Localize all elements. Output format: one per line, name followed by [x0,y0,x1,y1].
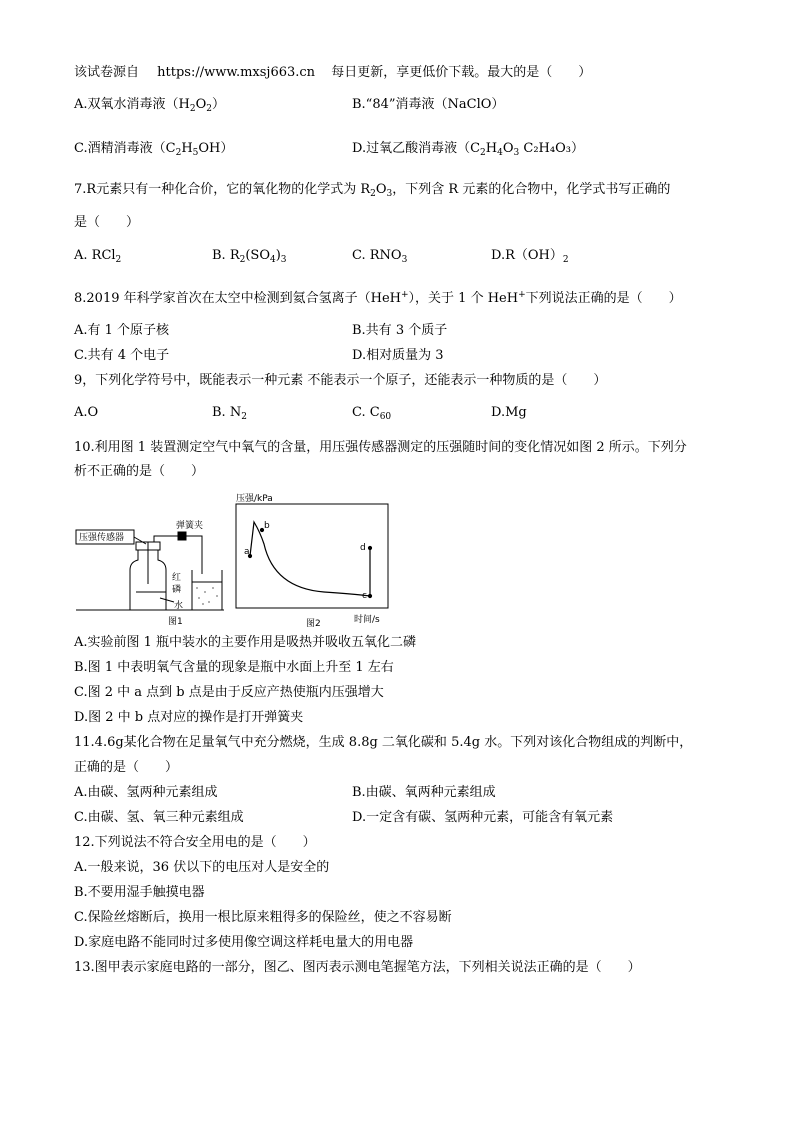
point-b-label: b [264,521,270,531]
q8-option-b: B.共有 3 个质子 [352,323,448,338]
q10-option-c: C.图 2 中 a 点到 b 点是由于反应产热使瓶内压强增大 [74,685,384,700]
q11-stem-line1: 11.4.6g某化合物在足量氧气中充分燃烧，生成 8.8g 二氧化碳和 5.4g 水。下列对该化合物组成的判断中， [74,735,693,750]
q6-option-a: A.双氧水消毒液$(H_2O_2)$ [74,97,226,114]
q11-option-b: B.由碳、氧两种元素组成 [352,785,496,800]
point-c-label: c [362,591,367,601]
x-axis-label: 时间/s [354,615,380,625]
q12-option-d: D.家庭电路不能同时过多使用像空调这样耗电量大的用电器 [74,935,414,950]
q12-option-a: A.一般来说，36 伏以下的电压对人是安全的 [74,860,330,875]
connecting-tube [154,536,202,574]
source-link[interactable]: https://www.mxsj663.cn [157,65,316,80]
q8-stem: 8.2019 年科学家首次在太空中检测到氦合氢离子（HeH+），关于 1 个 HeH+下列说法正确的是（ ） [74,290,682,306]
q11-option-c: C.由碳、氢、氧三种元素组成 [74,810,244,825]
spring-clip [178,532,186,540]
phosphorus-label-2: 磷 [172,585,182,595]
q13-stem: 13.图甲表示家庭电路的一部分，图乙、图丙表示测电笔握笔方法，下列相关说法正确的是（ ） [74,960,641,975]
fig1-caption: 图1 [168,617,183,627]
q9-option-b: B. $N_2$ [212,405,247,422]
q10-option-a: A.实验前图 1 瓶中装水的主要作用是吸热并吸收五氧化二磷 [74,635,417,650]
q10-figures [74,492,394,630]
q8-option-c: C.共有 4 个电子 [74,348,170,363]
q10-stem-line1: 10.利用图 1 装置测定空气中氧气的含量，用压强传感器测定的压强随时间的变化情况如图 2 所示。下列分 [74,440,687,455]
water-pointer [160,598,174,602]
q6-option-c: C.酒精消毒液$(C_2H_5OH)$ [74,141,234,158]
q7-option-a: A. RCl$_2$ [74,248,122,265]
q11-stem-line2: 正确的是（ ） [74,760,179,775]
q9-stem: 9，下列化学符号中，既能表示一种元素 不能表示一个原子，还能表示一种物质的是（ ） [74,373,607,388]
q12-option-c: C.保险丝熔断后，换用一根比原来粗得多的保险丝，使之不容易断 [74,910,452,925]
q8-option-a: A.有 1 个原子核 [74,323,170,338]
y-axis-label: 压强/kPa [236,494,273,504]
point-d-label: d [360,543,366,553]
q6-option-b: B.“84”消毒液（NaClO） [352,97,505,112]
point-d-marker [368,546,371,549]
header-prefix: 该试卷源自 [74,65,140,80]
q11-option-d: D.一定含有碳、氢两种元素，可能含有氧元素 [352,810,614,825]
q10-option-d: D.图 2 中 b 点对应的操作是打开弹簧夹 [74,710,304,725]
q9-option-d: D.Mg [491,405,527,420]
pressure-curve [250,522,370,596]
water-label: 水 [174,601,184,611]
q10-option-b: B.图 1 中表明氧气含量的现象是瓶中水面上升至 1 左右 [74,660,394,675]
sensor-label: 压强传感器 [79,533,125,543]
q7-option-b: B. $R_2(SO_4)_3$ [212,248,287,265]
header-suffix: 每日更新，享更低价下载。最大的是（ ） [331,65,592,80]
source-header [74,64,591,82]
beaker-water-dots [196,588,218,604]
q12-option-b: B.不要用湿手触摸电器 [74,885,205,900]
q11-option-a: A.由碳、氢两种元素组成 [74,785,218,800]
point-a-label: a [244,547,250,557]
q7-stem-line1: 7.R元素只有一种化合价，它的氧化物的化学式为 $R_2O_3$，下列含 R 元素的化合物中，化学式书写正确的 [74,182,671,199]
clip-label: 弹簧夹 [176,521,204,531]
q6-option-d: D.过氧乙酸消毒液（$C_2H_4O_3$ C₂H₄O₃） [352,141,584,158]
beaker [192,570,222,610]
q9-option-c: C. $C_{60}$ [352,405,392,422]
q7-option-c: C. $RNO_3$ [352,248,408,265]
q10-stem-line2: 析不正确的是（ ） [74,464,205,479]
q10-figure-svg [74,492,394,630]
fig2-caption: 图2 [306,619,321,629]
q7-option-d: $D.R(OH)_2$ [491,248,569,265]
q9-option-a: A.O [74,405,99,420]
q8-option-d: D.相对质量为 3 [352,348,444,363]
point-c-marker [368,594,371,597]
phosphorus-label-1: 红 [172,573,182,583]
q12-stem: 12.下列说法不符合安全用电的是（ ） [74,835,316,850]
q7-stem-line2: 是（ ） [74,215,140,230]
